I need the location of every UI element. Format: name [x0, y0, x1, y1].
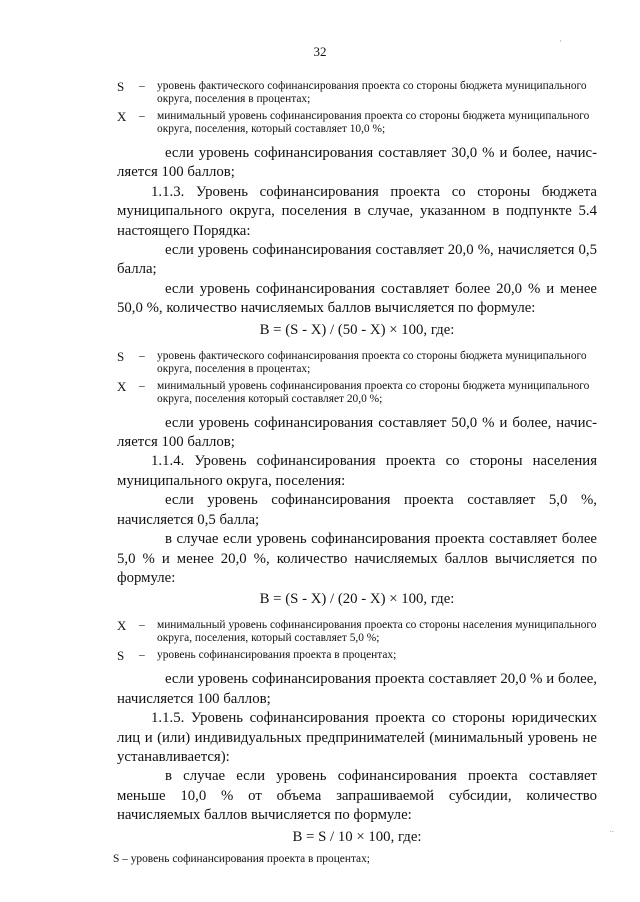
clause-1-1-3: 1.1.3. Уровень софинансирования проекта со стороны бюджета муниципального округа, поселения в случае, указанном в подпункте 5.4 настоящего Порядка: [117, 183, 597, 239]
variable-symbol: X [117, 109, 127, 124]
definition-text: минимальный уровень софинансирования проекта со стороны бюджета муниципального округа, поселения который составляет 20,0 %; [157, 379, 590, 405]
scan-mark: · [559, 36, 562, 46]
definition-text: уровень софинансирования проекта в процентах; [157, 649, 397, 662]
definition-footnote: S – уровень софинансирования проекта в процентах; [113, 852, 370, 865]
definition-dash: – [139, 110, 145, 122]
paragraph: если уровень софинансирования проекта составляет 20,0 % и более, начисляется 100 баллов; [117, 671, 597, 707]
formula: B = S / 10 × 100, где: [292, 828, 422, 845]
variable-symbol: S [117, 79, 125, 94]
definition-row [117, 619, 597, 645]
definition-row [117, 649, 597, 662]
paragraph: если уровень софинансирования составляет 50,0 % и более, начисляется 100 баллов; [117, 414, 597, 451]
definition-dash: – [139, 349, 145, 362]
definitions-block-1 [117, 80, 597, 136]
variable-symbol: S [117, 348, 125, 364]
variable-symbol: S [117, 648, 125, 664]
paragraph: в случае если уровень софинансирования проекта составляет более 5,0 % и менее 20,0 %, количество начисляемых баллов вычисляется по формуле: [117, 531, 597, 586]
definition-dash: – [139, 379, 145, 392]
scan-mark: .. [609, 824, 614, 834]
definition-dash: – [139, 649, 145, 662]
variable-symbol: X [117, 378, 127, 394]
definition-dash: – [139, 80, 145, 92]
definition-text: минимальный уровень софинансирования проекта со стороны населения муниципального округа, поселения, который составляет 5,0 %; [157, 619, 597, 645]
definition-dash: – [139, 619, 145, 632]
definition-row [117, 110, 597, 136]
definition-row [117, 380, 597, 406]
page-number: 32 [313, 44, 327, 59]
paragraph: если уровень софинансирования проекта составляет 5,0 %, начисляется 0,5 балла; [117, 492, 597, 528]
definitions-block-2 [117, 350, 597, 406]
paragraph: если уровень софинансирования составляет 30,0 % и более, начисляется 100 баллов; [117, 145, 597, 181]
clause-1-1-4: 1.1.4. Уровень софинансирования проекта со стороны населения муниципального округа, поселения: [117, 453, 597, 489]
definition-row [117, 350, 597, 376]
page-content [113, 79, 597, 866]
paragraph: если уровень софинансирования составляет более 20,0 % и менее 50,0 %, количество начисляемых баллов вычисляется по формуле: [117, 280, 597, 317]
variable-symbol: X [117, 618, 127, 634]
clause-1-1-5: 1.1.5. Уровень софинансирования проекта со стороны юридических лиц и (или) индивидуальных предпринимателей (минимальный уровень не устанавливается): [117, 710, 597, 765]
paragraph: если уровень софинансирования составляет 20,0 %, начисляется 0,5 балла; [117, 242, 597, 278]
formula: B = (S - X) / (20 - X) × 100, где: [259, 591, 455, 608]
definition-row [117, 80, 597, 106]
definitions-block-3 [117, 619, 597, 662]
formula: B = (S - X) / (50 - X) × 100, где: [259, 321, 455, 338]
definition-text: уровень фактического софинансирования проекта со стороны бюджета муниципального округа, поселения в процентах; [157, 80, 587, 105]
paragraph: в случае если уровень софинансирования проекта составляет меньше 10,0 % от объема запрашиваемой субсидии, количество начисляемых баллов вычисляется по формуле: [117, 768, 597, 824]
definition-text: минимальный уровень софинансирования проекта со стороны бюджета муниципального округа, поселения, который составляет 10,0 %; [157, 110, 590, 135]
definition-text: уровень фактического софинансирования проекта со стороны бюджета муниципального округа, поселения в процентах; [157, 349, 587, 375]
